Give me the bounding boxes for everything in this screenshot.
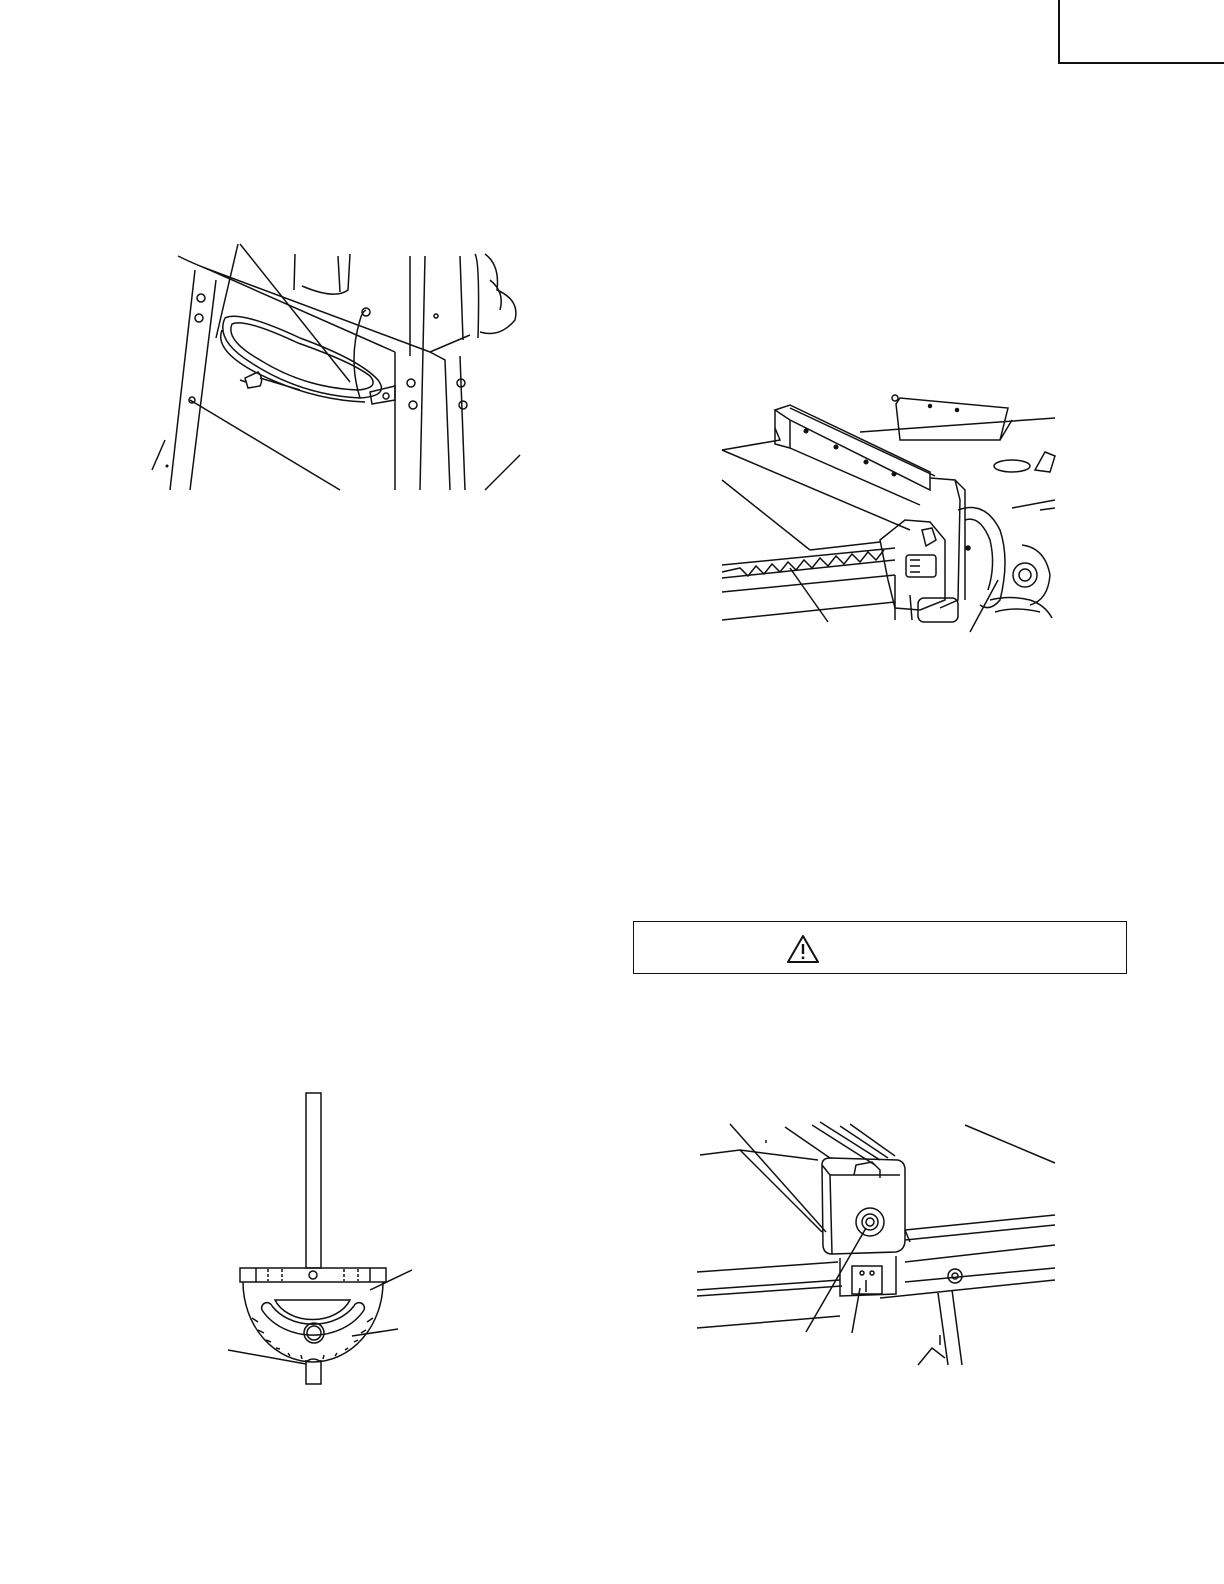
page-tab [1058,0,1224,64]
warning-banner [633,921,1127,974]
warning-triangle-icon [786,934,820,964]
